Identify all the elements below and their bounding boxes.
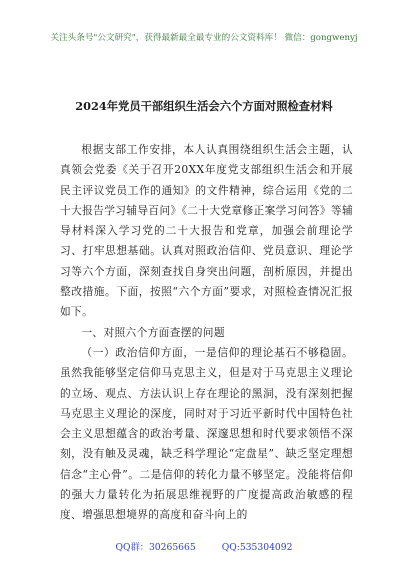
footer-qq-group: QQ群：30265665 [115, 542, 196, 553]
document-title: 2024年党员干部组织生活会六个方面对照检查材料 [75, 99, 333, 113]
section-heading: 一、对照六个方面查摆的问题 [81, 325, 225, 339]
footer-qq-number: QQ:535304092 [221, 542, 293, 553]
body-paragraph-intro: 根据支部工作安排，本人认真围绕组织生活会主题，认真领会党委《关于召开20XX年度党支部组织生活会和开展民主评议党员工作的通知》的文件精神，综合运用《党的二十大报告学习辅导百问》《二十大党章修正案学习问答》等辅导材料深入学习党的二十大报告和党章，加强会前理论学习、打牢思想基础。认真对照政治信仰、党员意识、理论学习等六个方面，深刻查找自身突出问题，剖析原因，并提出整改措施。下面，按照“六个方面”要求，对照检查情况汇报如下。 [60, 143, 353, 319]
document-body [60, 140, 353, 526]
header-promo-note: 关注头条号"公文研究"，获得最新最全最专业的公文资料库！ 微信：gongwenyj [50, 33, 358, 43]
body-paragraph-political-belief: （一）政治信仰方面，一是信仰的理论基石不够稳固。虽然我能够坚定信仰马克思主义，但是对于马克思主义理论的立场、观点、方法认识上存在理论的黑洞，没有深刻把握马克思主义理论的深度，同时对于习近平新时代中国特色社会主义思想蕴含的政治考量、深邃思想和时代要求领悟不深刻，没有触及灵魂，缺乏科学理论“定盘星”、缺乏坚定理想信念“主心骨”。二是信仰的转化力量不够坚定。没能将信仰的强大力量转化为拓展思维视野的广度提高政治敏感的程度、增强思想境界的高度和奋斗向上的 [60, 345, 353, 522]
footer-contact [0, 539, 408, 553]
